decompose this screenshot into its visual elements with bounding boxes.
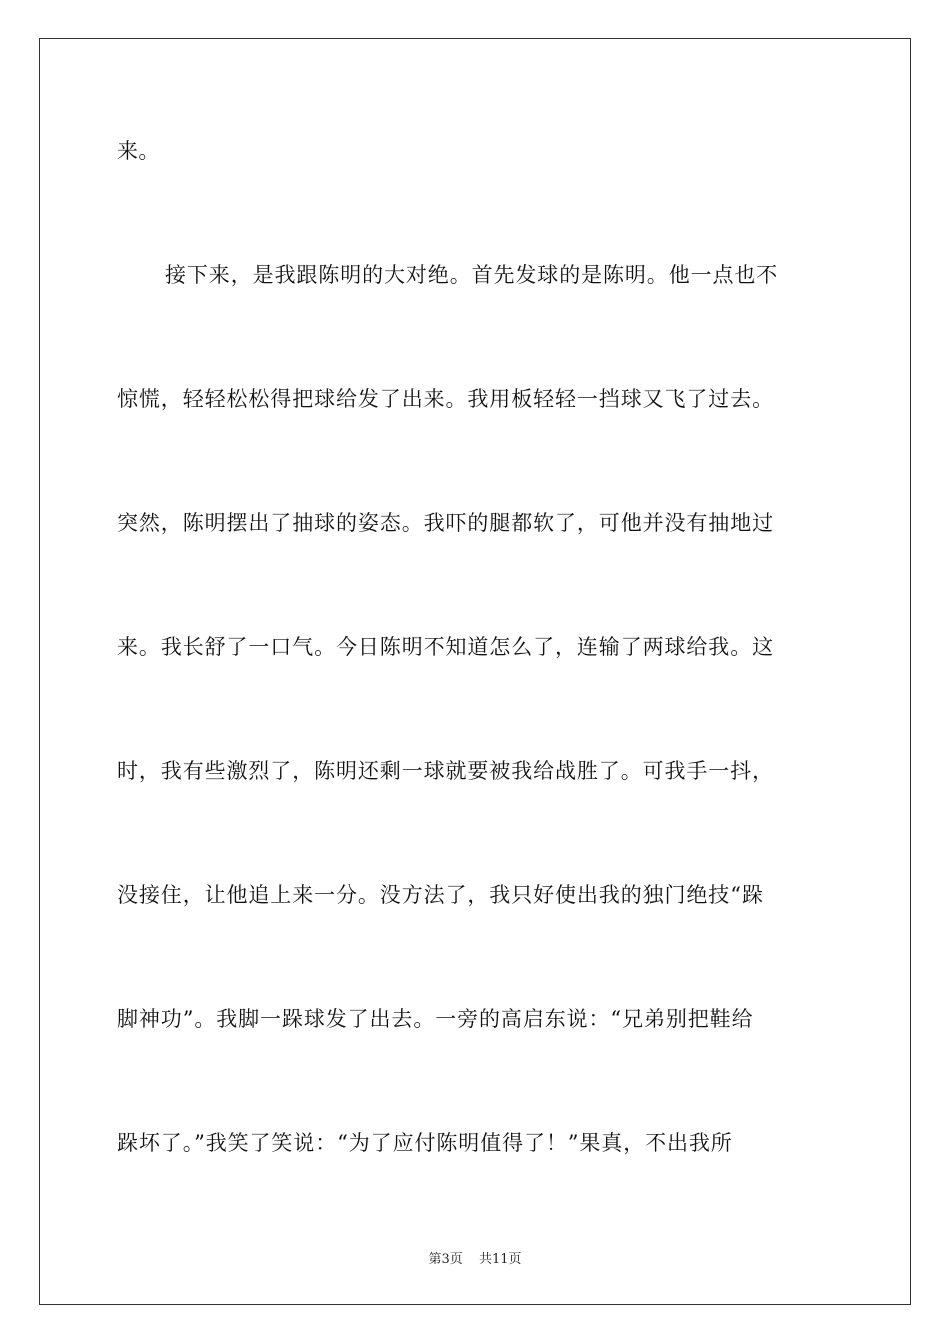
text-line: 没接住，让他追上来一分。没方法了，我只好使出我的独门绝技“跺 xyxy=(117,883,764,907)
text-line: 脚神功”。我脚一跺球发了出去。一旁的高启东说：“兄弟别把鞋给 xyxy=(117,1007,754,1031)
page-footer xyxy=(0,1248,950,1267)
text-line: 突然，陈明摆出了抽球的姿态。我吓的腿都软了，可他并没有抽地过 xyxy=(117,511,774,535)
text-line: 跺坏了。”我笑了笑说：“为了应付陈明值得了！”果真，不出我所 xyxy=(117,1131,733,1155)
total-pages: 共11页 xyxy=(478,1252,522,1267)
text-line: 来。 xyxy=(117,139,160,163)
page-border xyxy=(39,38,911,1305)
current-page-number: 第3页 xyxy=(428,1252,463,1267)
text-line: 惊慌，轻轻松松得把球给发了出来。我用板轻轻一挡球又飞了过去。 xyxy=(117,387,774,411)
text-line: 来。我长舒了一口气。今日陈明不知道怎么了，连输了两球给我。这 xyxy=(117,635,774,659)
text-line: 时，我有些激烈了，陈明还剩一球就要被我给战胜了。可我手一抖， xyxy=(117,759,774,783)
text-line: 接下来，是我跟陈明的大对绝。首先发球的是陈明。他一点也不 xyxy=(165,263,779,287)
